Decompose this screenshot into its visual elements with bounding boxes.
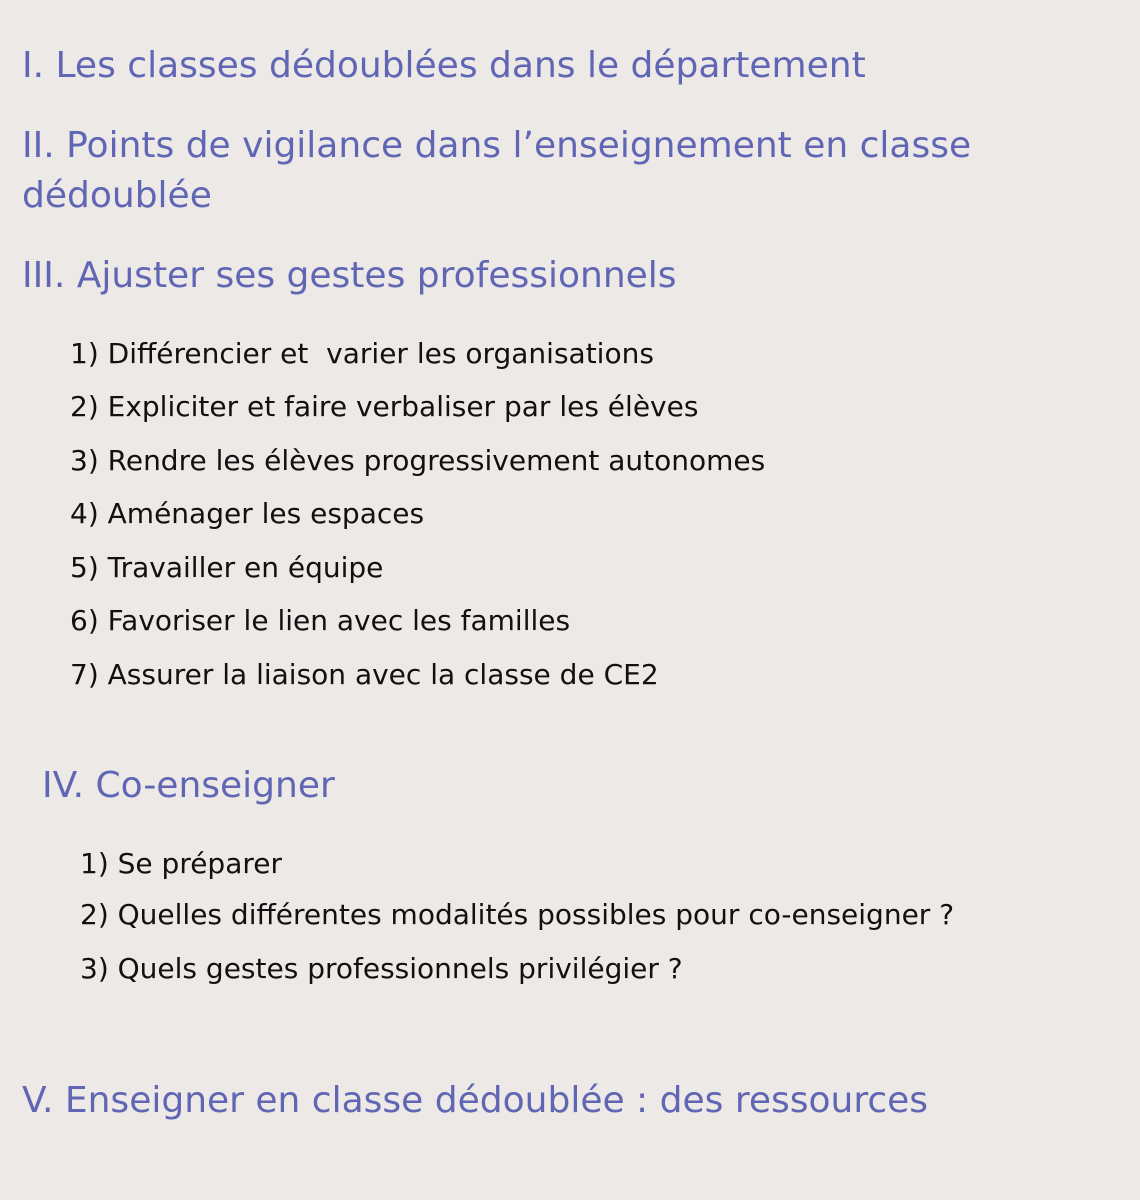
section-3-item-2: 2) Expliciter et faire verbaliser par les élèves: [70, 390, 699, 423]
section-heading-1: I. Les classes dédoublées dans le département: [22, 45, 866, 86]
section-3-item-6: 6) Favoriser le lien avec les familles: [70, 604, 571, 637]
section-heading-4: IV. Co-enseigner: [42, 765, 335, 806]
section-4-item-2: 2) Quelles différentes modalités possibles pour co-enseigner ?: [80, 898, 955, 931]
section-3-item-5: 5) Travailler en équipe: [70, 551, 384, 584]
section-heading-2: II. Points de vigilance dans l’enseignement en classe dédoublée: [22, 125, 972, 216]
section-4-item-3: 3) Quels gestes professionnels privilégier ?: [80, 952, 683, 985]
section-3-item-7: 7) Assurer la liaison avec la classe de CE2: [70, 658, 659, 691]
section-3-item-3: 3) Rendre les élèves progressivement autonomes: [70, 444, 766, 477]
section-4-item-1: 1) Se préparer: [80, 847, 283, 880]
section-heading-3: III. Ajuster ses gestes professionnels: [22, 255, 677, 296]
section-3-item-4: 4) Aménager les espaces: [70, 497, 425, 530]
section-3-item-1: 1) Différencier et varier les organisations: [70, 337, 654, 370]
section-heading-5: V. Enseigner en classe dédoublée : des ressources: [22, 1080, 929, 1121]
